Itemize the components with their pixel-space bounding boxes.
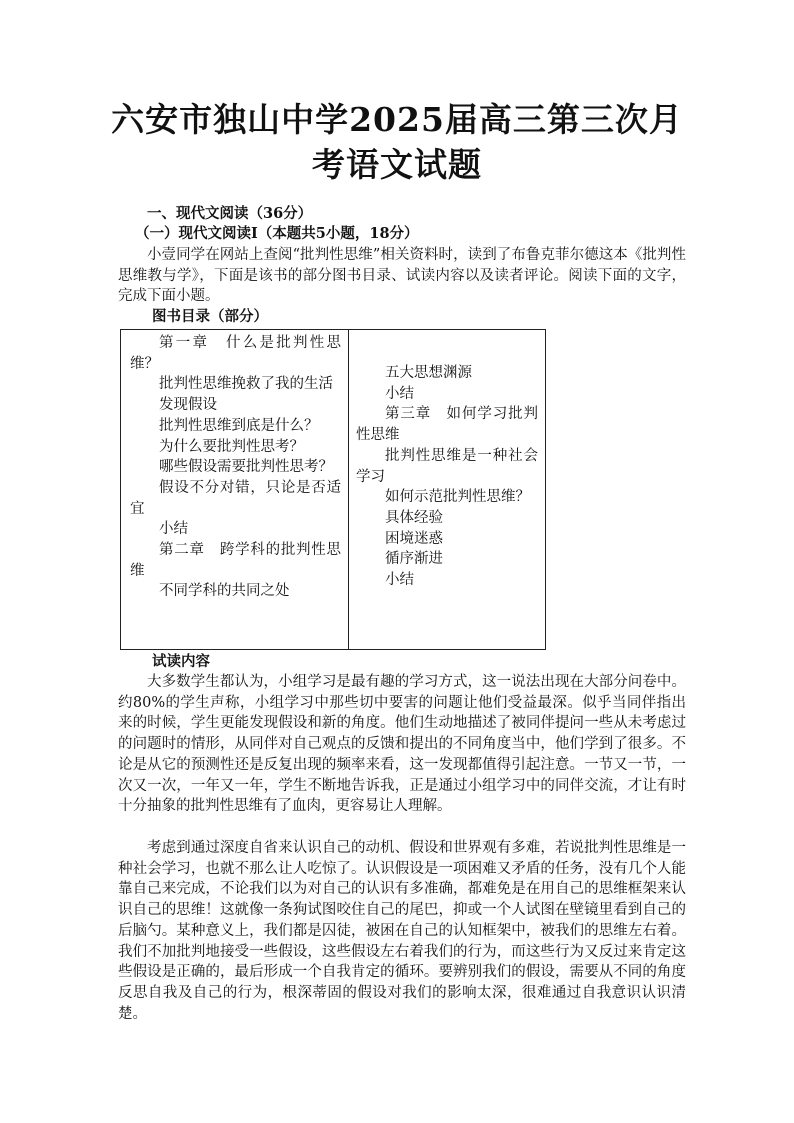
toc-right-cell xyxy=(349,330,546,650)
trial-paragraph: 考虑到通过深度自省来认识自己的动机、假设和世界观有多难，若说批判性思维是一种社会学习，也就不那么让人吃惊了。认识假设是一项困难又矛盾的任务，没有几个人能靠自己来完成，不论我们以为对自己的认识有多准确，都难免是在用自己的思维框架来认识自己的思维！这就像一条狗试图咬住自己的尾巴，抑或一个人试图在壁镜里看到自己的后脑勺。某种意义上，我们都是囚徒，被困在自己的认知框架中，被我们的思维左右着。我们不加批判地接受一些假设，这些假设左右着我们的行为，而这些行为又反过来肯定这些假设是正确的，最后形成一个自我肯定的循环。要辨别我们的假设，需要从不同的角度反思自我及自己的行为，根深蒂固的假设对我们的影响太深，很难通过自我意识认识清楚。 xyxy=(118,840,686,1022)
toc-item: 批判性思维是一种社会学习 xyxy=(356,447,538,485)
toc-item: 困境迷惑 xyxy=(385,530,443,547)
exam-title-line2: 考语文试题 xyxy=(312,145,482,184)
trial-heading: 试读内容 xyxy=(152,653,210,670)
toc-item: 发现假设 xyxy=(159,397,217,414)
toc-heading: 图书目录（部分） xyxy=(152,308,268,325)
section-heading: 一、现代文阅读（36分） xyxy=(147,205,313,222)
toc-item: 小结 xyxy=(385,385,414,402)
trial-paragraph: 大多数学生都认为，小组学习是最有趣的学习方式，这一说法出现在大部分问卷中。约80%的学生声称，小组学习中那些切中要害的问题让他们受益最深。似乎当同伴指出来的时候，学生更能发现假设和新的角度。他们生动地描述了被同伴提问一些从未考虑过的问题时的情形，从同伴对自己观点的反馈和提出的不同角度当中，他们学到了很多。不论是从它的预测性还是反复出现的频率来看，这一发现都值得引起注意。一节又一节，一次又一次，一年又一年，学生不断地告诉我，正是通过小组学习中的同伴交流，才让有时十分抽象的批判性思维有了血肉，更容易让人理解。 xyxy=(118,674,686,815)
toc-item: 批判性思维挽救了我的生活 xyxy=(159,376,333,393)
toc-item: 具体经验 xyxy=(385,509,443,526)
toc-item: 批判性思维到底是什么？ xyxy=(159,417,319,434)
section-subheading: （一）现代文阅读Ⅰ（本题共5小题，18分） xyxy=(135,225,419,242)
toc-item: 循序渐进 xyxy=(385,551,443,568)
toc-item: 不同学科的共同之处 xyxy=(159,583,290,600)
exam-title-line1: 六安市独山中学2025届高三第三次月 xyxy=(111,100,683,139)
toc-table xyxy=(120,329,546,650)
toc-item: 五大思想渊源 xyxy=(385,365,472,381)
toc-item: 第一章 什么是批判性思维？ xyxy=(130,335,341,372)
toc-item: 小结 xyxy=(159,521,188,538)
intro-paragraph: 小壹同学在网站上查阅“批判性思维”相关资料时，读到了布鲁克菲尔德这本《批判性思维教与学》，下面是该书的部分图书目录、试读内容以及读者评论。阅读下面的文字，完成下面小题。 xyxy=(118,247,686,305)
toc-item: 假设不分对错，只论是否适宜 xyxy=(130,479,341,517)
toc-item: 如何示范批判性思维？ xyxy=(385,489,530,506)
toc-left-cell xyxy=(121,330,349,650)
toc-item: 哪些假设需要批判性思考？ xyxy=(159,459,333,476)
toc-item: 为什么要批判性思考？ xyxy=(159,438,304,455)
toc-item: 第三章 如何学习批判性思维 xyxy=(356,406,538,444)
toc-item: 第二章 跨学科的批判性思维 xyxy=(130,542,341,579)
toc-item: 小结 xyxy=(385,572,414,589)
